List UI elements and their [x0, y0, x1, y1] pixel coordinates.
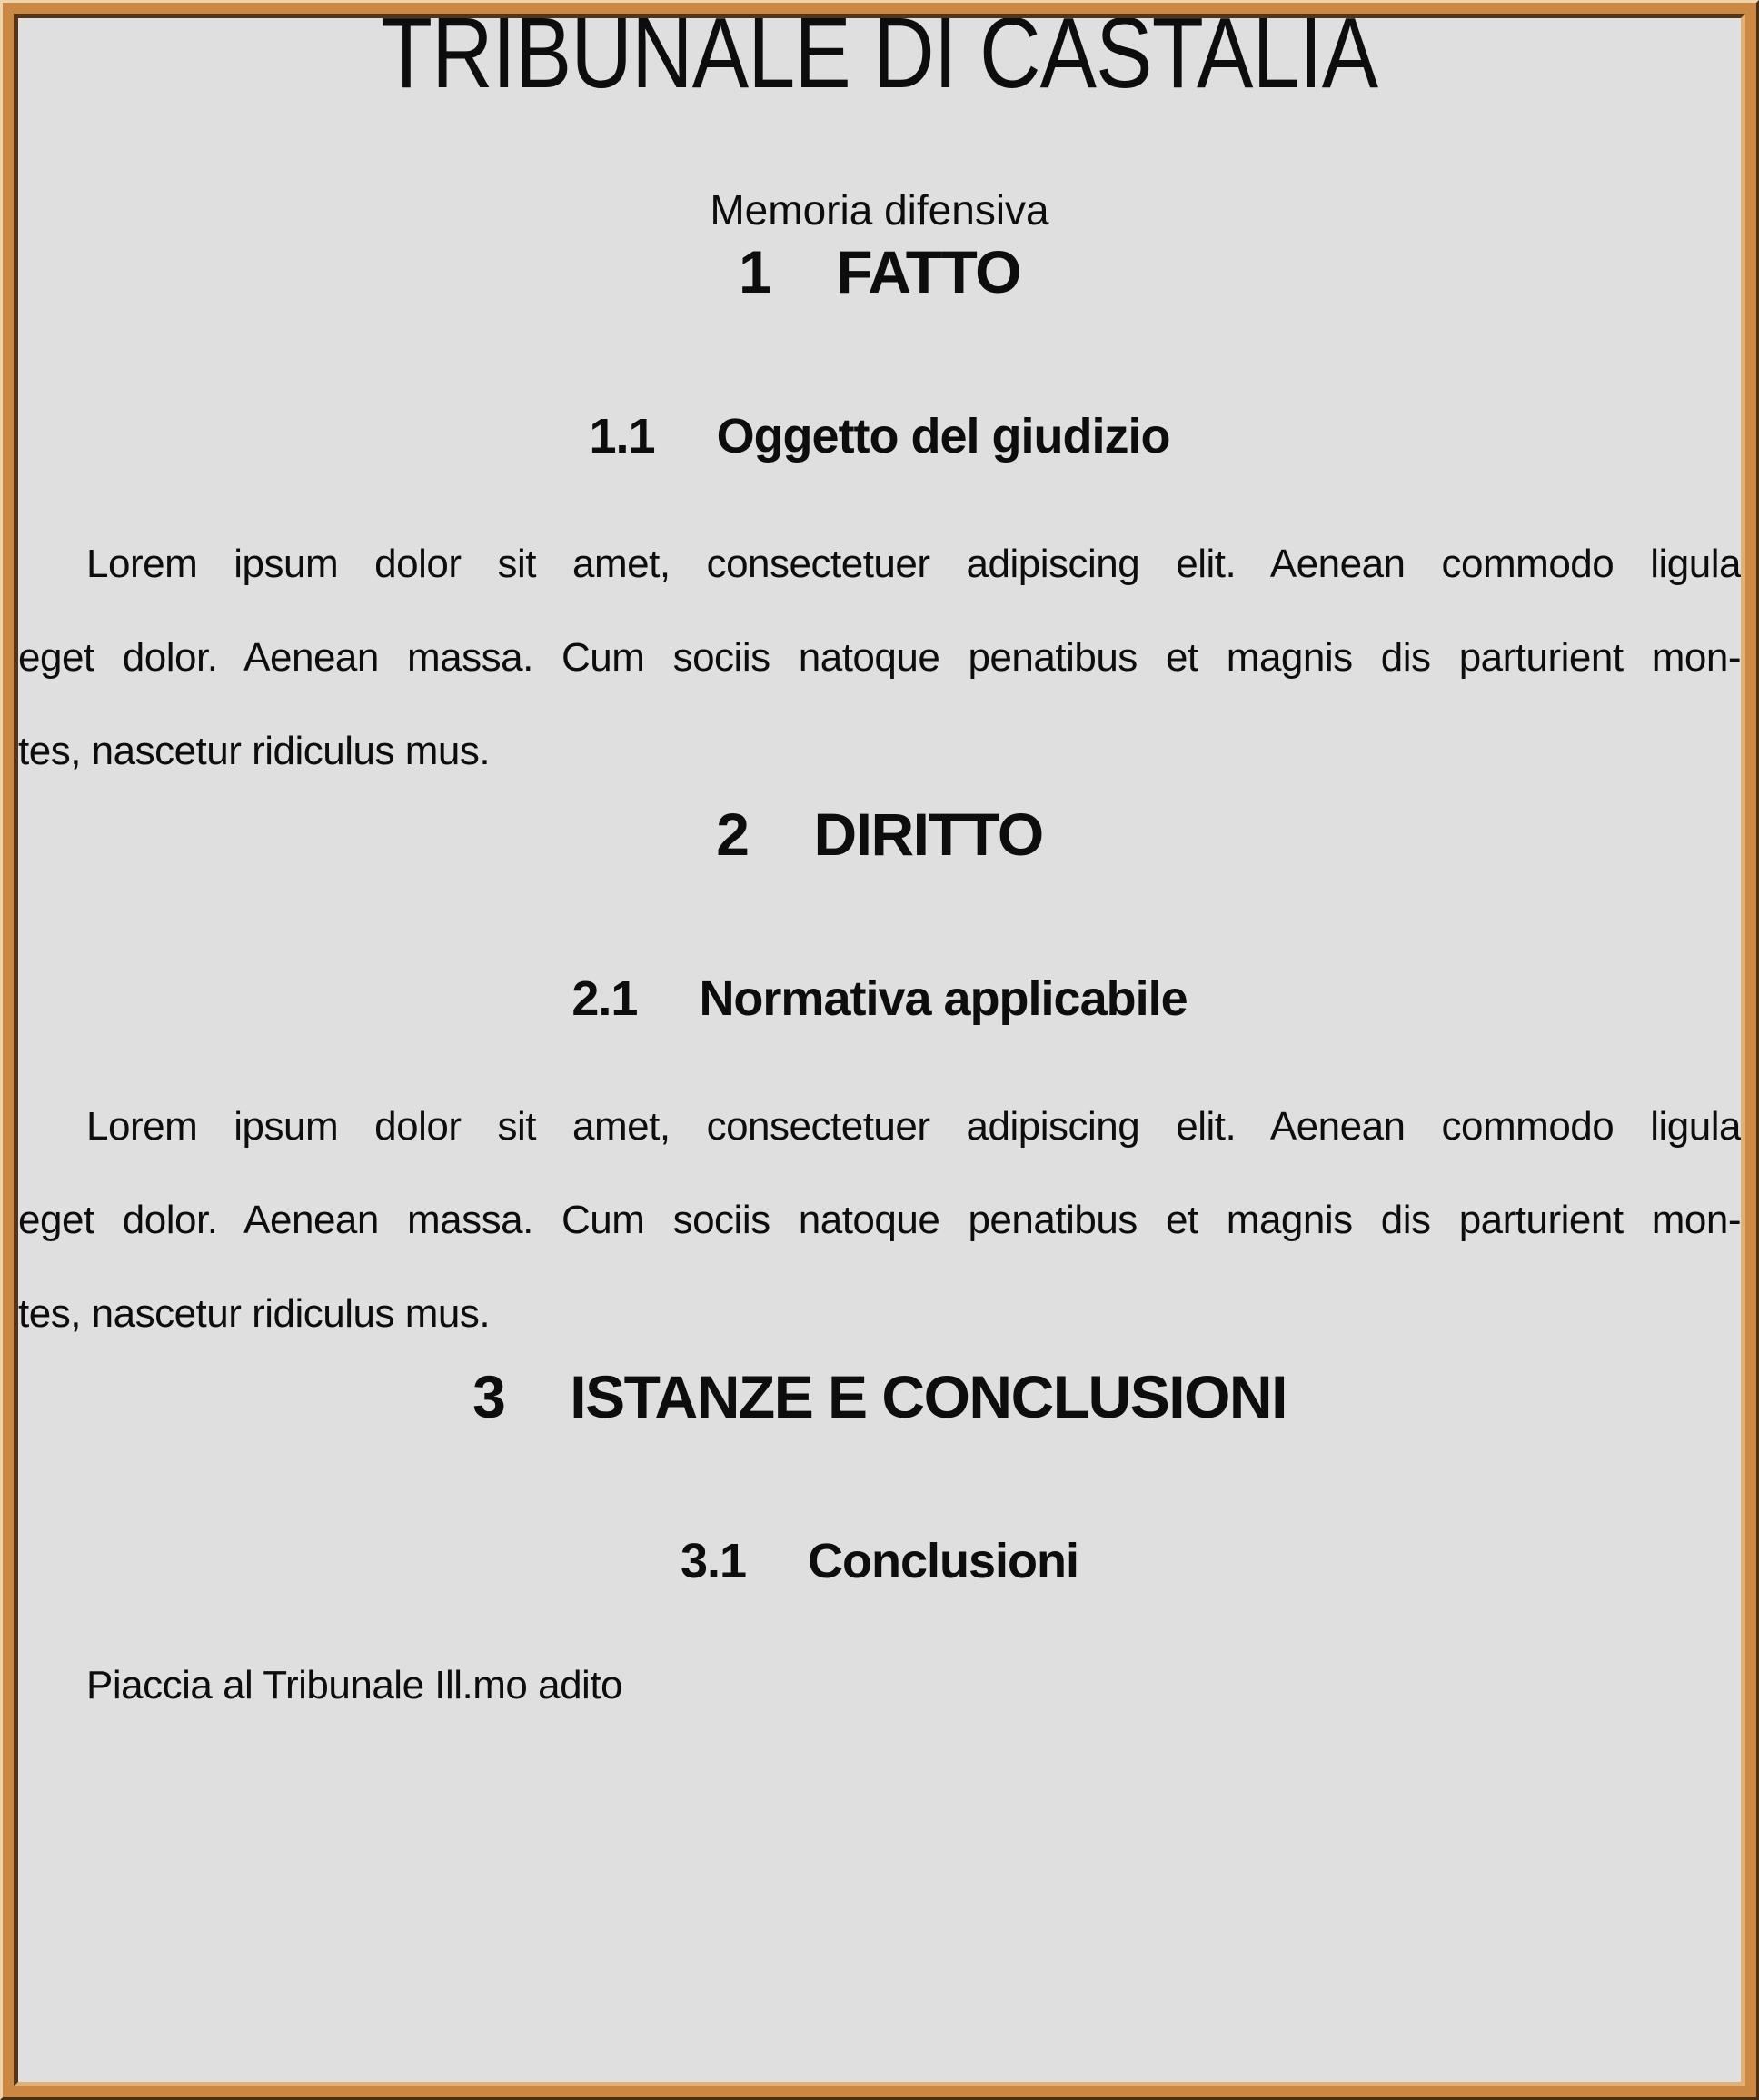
paragraph-line: Lorem ipsum dolor sit amet, consectetuer adipiscing elit. Aenean commodo ligula — [86, 1104, 1741, 1149]
paragraph-line: eget dolor. Aenean massa. Cum sociis natoque penatibus et magnis dis parturient mon- — [18, 1198, 1741, 1242]
paragraph-line: tes, nascetur ridiculus mus. — [18, 1291, 491, 1336]
subsection-heading-oggetto — [18, 406, 1741, 466]
subsection-title: Normativa applicabile — [699, 971, 1188, 1026]
paragraph — [18, 517, 1741, 798]
section-number: 2 — [716, 801, 749, 868]
section-number: 1 — [739, 238, 771, 305]
section-title: ISTANZE E CONCLUSIONI — [570, 1363, 1287, 1430]
section-number: 3 — [472, 1363, 505, 1430]
closing-line: Piaccia al Tribunale Ill.mo adito — [86, 1663, 623, 1707]
subsection-heading-normativa — [18, 969, 1741, 1029]
document-title-text: TRIBUNALE DI CASTALIA — [381, 14, 1378, 109]
paragraph — [18, 1080, 1741, 1360]
subsection-heading-conclusioni — [18, 1531, 1741, 1591]
section-heading-fatto — [18, 235, 1741, 308]
document-title — [18, 14, 1741, 109]
document-page — [14, 14, 1745, 2086]
section-heading-istanze — [18, 1360, 1741, 1433]
section-title: FATTO — [836, 238, 1020, 305]
subsection-number: 1.1 — [589, 409, 655, 463]
paragraph-line: Lorem ipsum dolor sit amet, consectetuer adipiscing elit. Aenean commodo ligula — [86, 542, 1741, 586]
section-heading-diritto — [18, 798, 1741, 871]
section-title: DIRITTO — [813, 801, 1043, 868]
paragraph-line: eget dolor. Aenean massa. Cum sociis natoque penatibus et magnis dis parturient mon- — [18, 635, 1741, 680]
paragraph-line: tes, nascetur ridiculus mus. — [18, 729, 491, 773]
subsection-title: Oggetto del giudizio — [716, 409, 1170, 463]
subsection-title: Conclusioni — [808, 1534, 1079, 1588]
subsection-number: 2.1 — [571, 971, 638, 1026]
subsection-number: 3.1 — [680, 1534, 747, 1588]
document-subtitle: Memoria difensiva — [710, 186, 1049, 234]
